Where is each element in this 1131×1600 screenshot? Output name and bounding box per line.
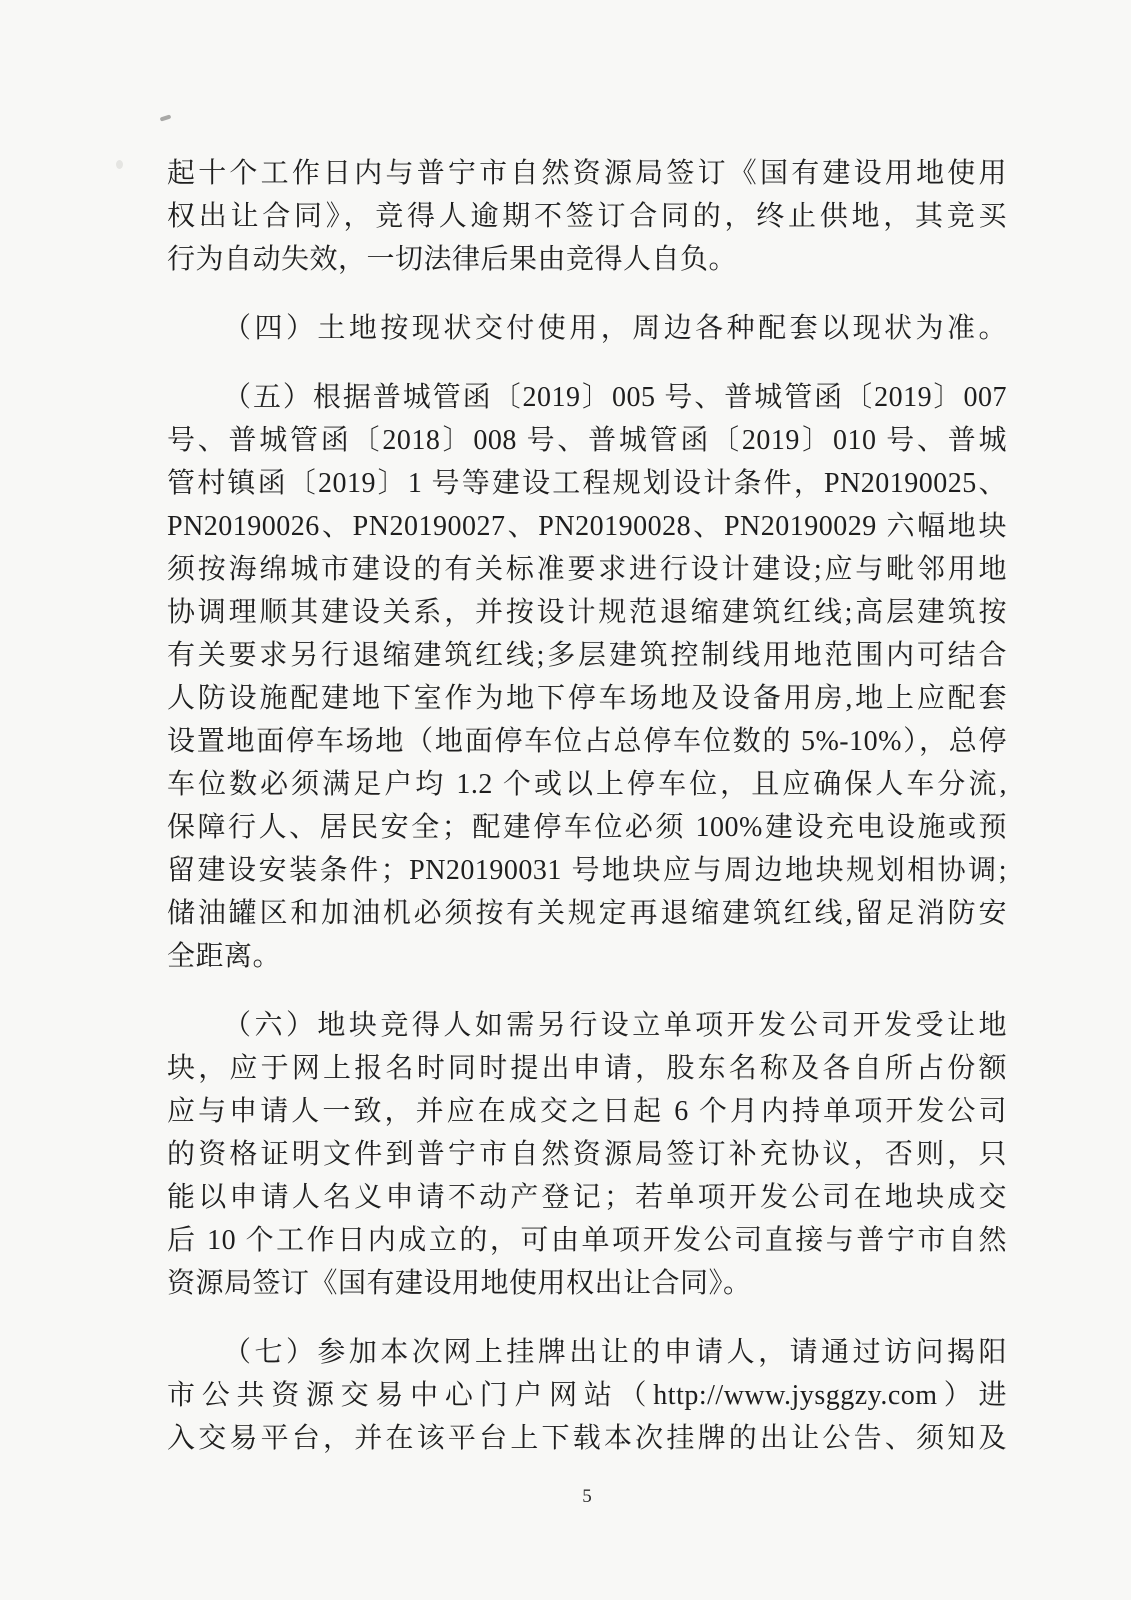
doc-line: 行为自动失效，一切法律后果由竞得人自负。 bbox=[167, 244, 738, 275]
doc-line: 资源局签订《国有建设用地使用权出让合同》。 bbox=[167, 1268, 752, 1299]
doc-line: 应与申请人一致，并应在成交之日起 6 个月内持单项开发公司 bbox=[167, 1096, 1007, 1127]
doc-line: 车位数必须满足户均 1.2 个或以上停车位，且应确保人车分流, bbox=[167, 769, 1007, 800]
document-body bbox=[167, 152, 1007, 1460]
doc-line: 留建设安装条件；PN20190031 号地块应与周边地块规划相协调; bbox=[167, 855, 1007, 886]
doc-line: 市公共资源交易中心门户网站（http://www.jysggzy.com）进 bbox=[167, 1380, 1007, 1411]
scan-artifact-mark bbox=[160, 114, 172, 121]
doc-line: 全距离。 bbox=[167, 941, 282, 972]
doc-line: 后 10 个工作日内成立的，可由单项开发公司直接与普宁市自然 bbox=[167, 1225, 1007, 1256]
doc-line: 协调理顺其建设关系，并按设计规范退缩建筑红线;高层建筑按 bbox=[167, 597, 1007, 628]
doc-line: 能以申请人名义申请不动产登记；若单项开发公司在地块成交 bbox=[167, 1182, 1007, 1213]
doc-line: （六）地块竞得人如需另行设立单项开发公司开发受让地 bbox=[223, 1010, 1007, 1041]
doc-line: （七）参加本次网上挂牌出让的申请人，请通过访问揭阳 bbox=[223, 1337, 1007, 1368]
doc-line: 设置地面停车场地（地面停车位占总停车位数的 5%-10%），总停 bbox=[167, 726, 1007, 757]
doc-line: 的资格证明文件到普宁市自然资源局签订补充协议，否则，只 bbox=[167, 1139, 1007, 1170]
doc-line: 人防设施配建地下室作为地下停车场地及设备用房,地上应配套 bbox=[167, 683, 1007, 714]
scan-artifact-dot bbox=[116, 160, 123, 169]
doc-line: 号、普城管函〔2018〕008 号、普城管函〔2019〕010 号、普城 bbox=[167, 425, 1007, 456]
doc-line: 有关要求另行退缩建筑红线;多层建筑控制线用地范围内可结合 bbox=[167, 640, 1007, 671]
doc-line: 保障行人、居民安全；配建停车位必须 100%建设充电设施或预 bbox=[167, 812, 1007, 843]
doc-line: 权出让合同》，竞得人逾期不签订合同的，终止供地，其竞买 bbox=[167, 201, 1007, 232]
doc-line: 起十个工作日内与普宁市自然资源局签订《国有建设用地使用 bbox=[167, 158, 1007, 189]
doc-line: 管村镇函〔2019〕1 号等建设工程规划设计条件，PN20190025、 bbox=[167, 468, 1007, 499]
doc-line: 储油罐区和加油机必须按有关规定再退缩建筑红线,留足消防安 bbox=[167, 898, 1007, 929]
doc-line: （五）根据普城管函〔2019〕005 号、普城管函〔2019〕007 bbox=[223, 382, 1007, 413]
doc-line: 入交易平台，并在该平台上下载本次挂牌的出让公告、须知及 bbox=[167, 1423, 1007, 1454]
doc-line: （四）土地按现状交付使用，周边各种配套以现状为准。 bbox=[223, 313, 1007, 344]
doc-line: 须按海绵城市建设的有关标准要求进行设计建设;应与毗邻用地 bbox=[167, 554, 1007, 585]
doc-line: 块，应于网上报名时同时提出申请，股东名称及各自所占份额 bbox=[167, 1053, 1007, 1084]
page-number: 5 bbox=[582, 1486, 592, 1507]
doc-line: PN20190026、PN20190027、PN20190028、PN20190029 六幅地块 bbox=[167, 511, 1007, 542]
